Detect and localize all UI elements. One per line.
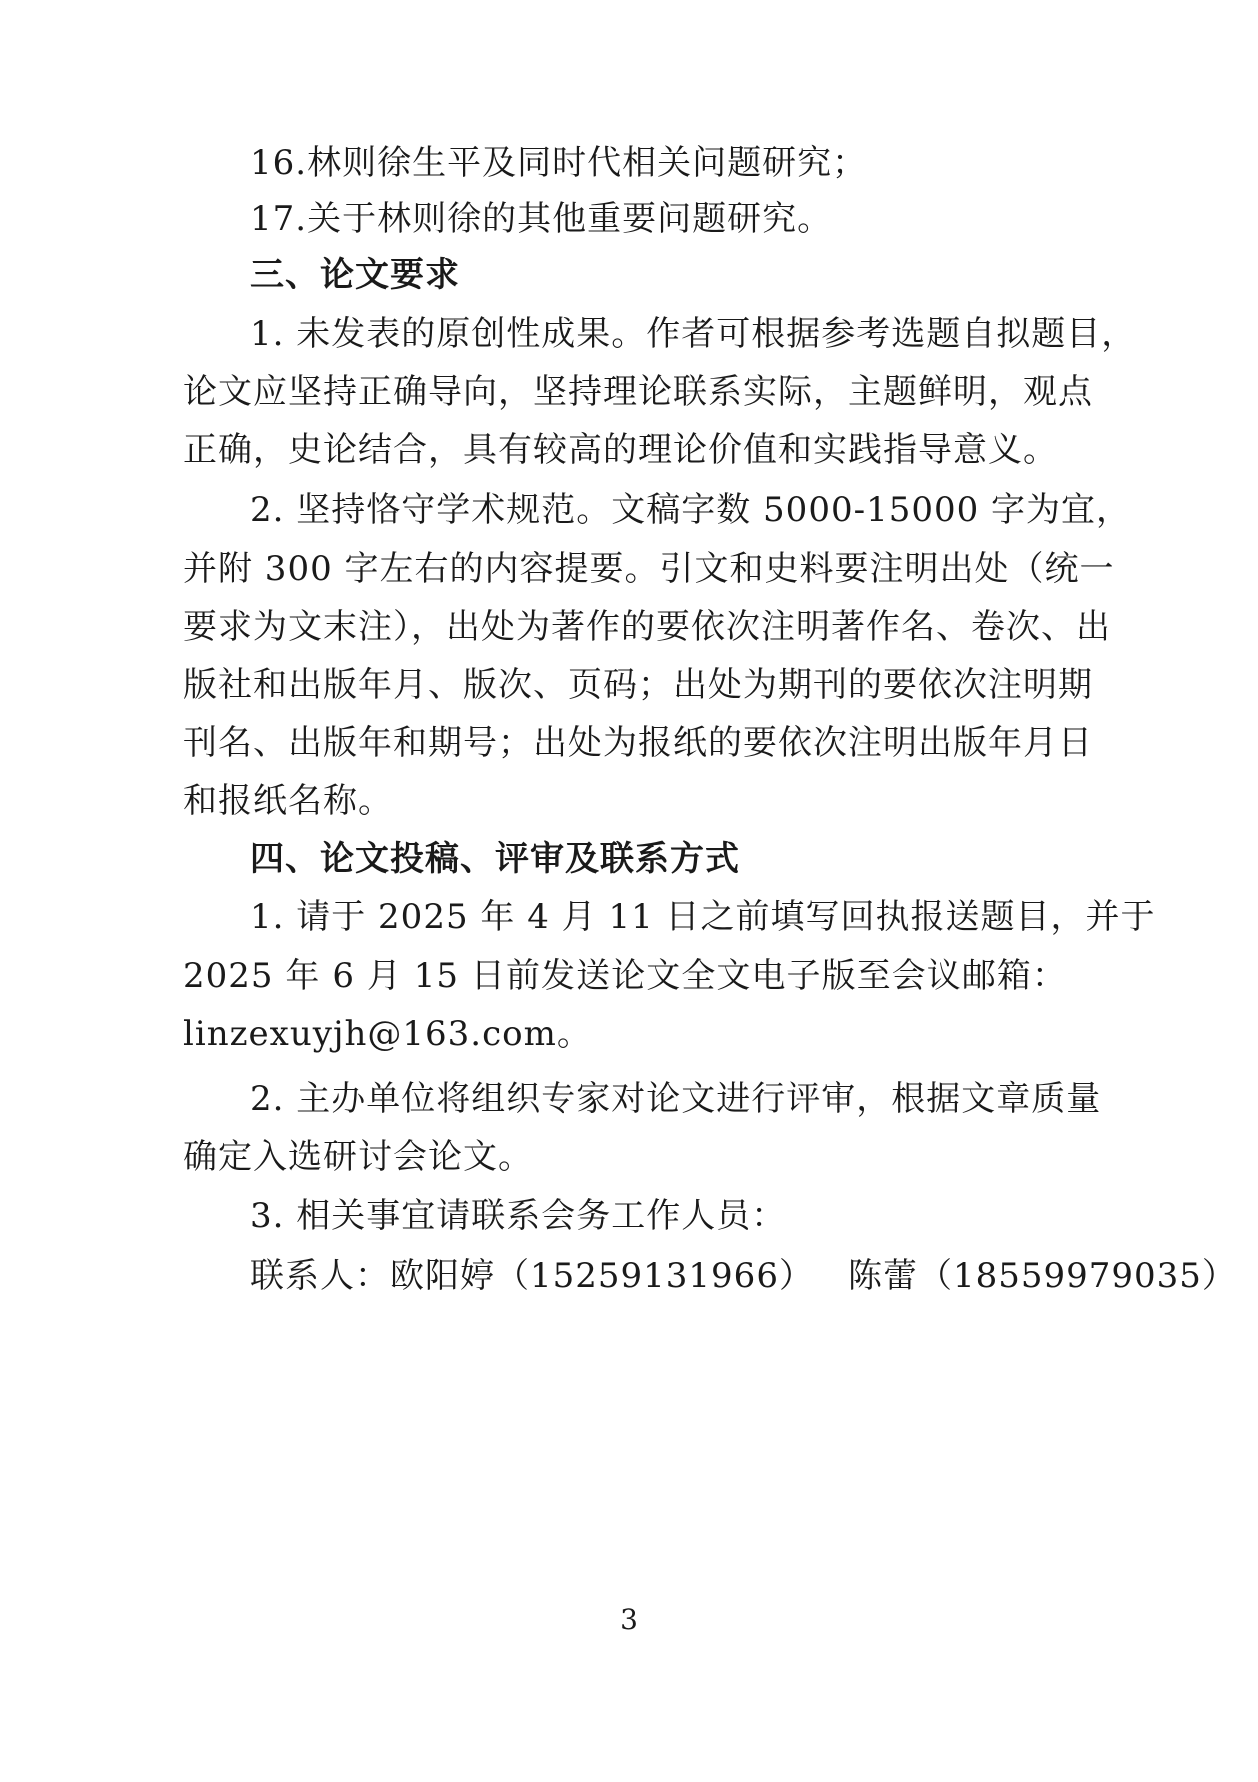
contact-line [250,1256,1237,1296]
contact-person-1: 欧阳婷（15259131966） [390,1256,814,1296]
paragraph-line: 1. 请于 2025 年 4 月 11 日之前填写回执报送题目，并于 [250,897,1156,937]
contact-label: 联系人： [250,1256,390,1296]
paragraph-line: 并附 300 字左右的内容提要。引文和史料要注明出处（统一 [183,549,1115,589]
paragraph-line: 论文应坚持正确导向，坚持理论联系实际，主题鲜明，观点 [183,372,1093,412]
paragraph-line: 刊名、出版年和期号；出处为报纸的要依次注明出版年月日 [183,723,1093,763]
paragraph-line: 2025 年 6 月 15 日前发送论文全文电子版至会议邮箱： [183,956,1067,996]
contact-person-2: 陈蕾（18559979035） [847,1256,1237,1296]
paragraph-line: 确定入选研讨会论文。 [183,1137,533,1177]
paragraph-line: 正确，史论结合，具有较高的理论价值和实践指导意义。 [183,430,1058,470]
page-number: 3 [620,1603,638,1636]
paragraph-line: 2. 主办单位将组织专家对论文进行评审，根据文章质量 [250,1079,1102,1119]
list-item-16: 16.林则徐生平及同时代相关问题研究； [250,143,868,183]
paragraph-line: 1. 未发表的原创性成果。作者可根据参考选题自拟题目， [250,314,1137,354]
section-heading-requirements: 三、论文要求 [250,255,460,295]
section-heading-submission: 四、论文投稿、评审及联系方式 [250,839,740,879]
paragraph-line: 2. 坚持恪守学术规范。文稿字数 5000-15000 字为宜， [250,490,1132,530]
list-item-17: 17.关于林则徐的其他重要问题研究。 [250,199,833,239]
paragraph-line: 要求为文末注），出处为著作的要依次注明著作名、卷次、出 [183,607,1111,647]
email-address: linzexuyjh@163.com。 [183,1014,592,1054]
paragraph-line: 版社和出版年月、版次、页码；出处为期刊的要依次注明期 [183,665,1093,705]
paragraph-line: 3. 相关事宜请联系会务工作人员： [250,1196,787,1236]
paragraph-line: 和报纸名称。 [183,781,393,821]
